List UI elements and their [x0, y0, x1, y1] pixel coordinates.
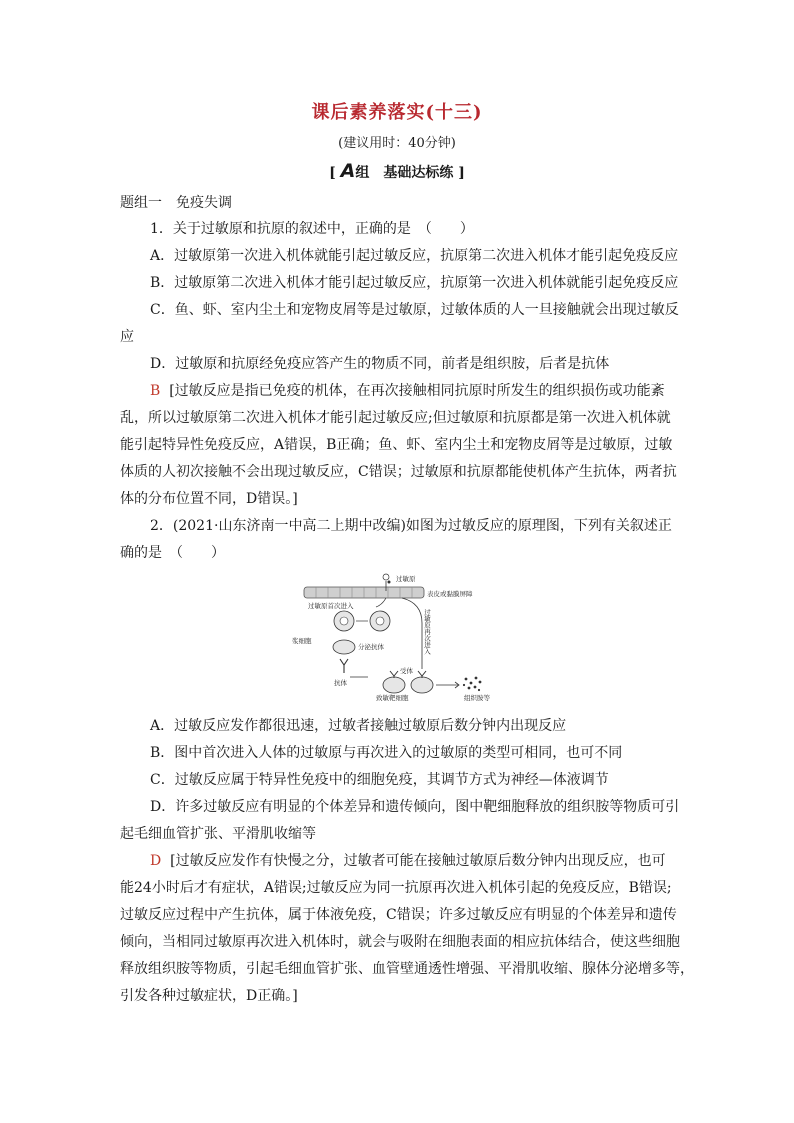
- q1-expl-4: 体的分布位置不同，D错误。]: [120, 491, 298, 507]
- label-antibody: 抗体: [334, 679, 347, 687]
- q1-stem: 1．关于过敏原和抗原的叙述中，正确的是 （ ）: [150, 221, 474, 237]
- label-second-entry: 过敏原再次进入: [423, 609, 431, 655]
- allergen-particle-icon: [383, 574, 389, 580]
- q1-option-b: B．过敏原第二次进入机体才能引起过敏反应，抗原第一次进入机体就能引起免疫反应: [150, 275, 679, 291]
- q1-option-a: A．过敏原第一次进入机体就能引起过敏反应，抗原第二次进入机体才能引起免疫反应: [150, 248, 679, 264]
- q1-expl-1: 乱，所以过敏原第二次进入机体才能引起过敏反应;但过敏原和抗原都是第一次进入机体就: [120, 410, 671, 426]
- time-suggestion: (建议用时：40分钟): [338, 136, 456, 151]
- second-entry-arrow: [402, 598, 422, 669]
- q2-answer: D: [150, 853, 162, 869]
- q1-explanation-line: [150, 381, 690, 401]
- q2-expl-0: [过敏反应发作有快慢之分，过敏者可能在接触过敏原后数分钟内出现反应，也可: [170, 853, 666, 869]
- label-barrier: 表皮或黏膜屏障: [427, 590, 473, 598]
- target-cell-2-icon: [411, 677, 433, 693]
- target-cell-icon: [383, 677, 405, 693]
- q2-stem-0: 2．(2021·山东济南一中高二上期中改编)如图为过敏反应的原理图，下列有关叙述正: [150, 518, 672, 534]
- bracket-right: ]: [458, 165, 465, 181]
- label-allergen: 过敏原: [396, 575, 416, 583]
- label-target-cell: 致敏靶细胞: [376, 694, 409, 702]
- q2-stem-1: 确的是 （ ）: [120, 545, 225, 561]
- q2-option-b: B．图中首次进入人体的过敏原与再次进入的过敏原的类型可相同，也可不同: [150, 745, 623, 761]
- q2-option-c: C．过敏反应属于特异性免疫中的细胞免疫，其调节方式为神经—体液调节: [150, 772, 609, 788]
- label-histamine: 组织胺等: [464, 694, 490, 702]
- q2-expl-3: 倾向，当相同过敏原再次进入机体时，就会与吸附在细胞表面的相应抗体结合，使这些细胞: [120, 934, 680, 950]
- b-cell-nucleus-icon: [340, 617, 348, 625]
- section-heading: 题组一 免疫失调: [120, 195, 232, 211]
- q1-expl-3: 体质的人初次接触不会出现过敏反应，C错误；过敏原和抗原都能使机体产生抗体，两者抗: [120, 464, 677, 480]
- plasma-cell-icon: [333, 640, 355, 654]
- antibody-icon: [340, 659, 348, 673]
- q2-option-d-cont: 起毛细血管扩张、平滑肌收缩等: [120, 826, 316, 842]
- t-cell-nucleus-icon: [376, 617, 384, 625]
- group-label: 组 基础达标练: [355, 165, 454, 181]
- q1-option-c-cont: 应: [120, 329, 134, 345]
- q2-explanation-line: [150, 851, 690, 871]
- q2-expl-2: 过敏反应过程中产生抗体，属于体液免疫，C错误；许多过敏反应有明显的个体差异和遗传: [120, 907, 677, 923]
- page-title: 课后素养落实(十三): [311, 102, 483, 123]
- q1-expl-0: [过敏反应是指已免疫的机体，在再次接触相同抗原时所发生的组织损伤或功能紊: [169, 383, 665, 399]
- first-entry-arrow: [376, 598, 386, 607]
- q1-answer: B: [150, 383, 161, 399]
- q2-expl-5: 引发各种过敏症状，D正确。]: [120, 988, 298, 1004]
- allergen-dot-icon: [388, 581, 391, 584]
- label-first-entry: 过敏原首次进入: [308, 602, 354, 610]
- q2-option-d: D．许多过敏反应有明显的个体差异和遗传倾向，图中靶细胞释放的组织胺等物质可引: [150, 799, 680, 815]
- label-plasma-cell: 浆细胞: [292, 637, 312, 645]
- q2-expl-1: 能24小时后才有症状，A错误;过敏反应为同一抗原再次进入机体引起的免疫反应，B错误;: [120, 880, 672, 896]
- group-banner: [0, 160, 794, 182]
- label-secrete-antibody: 分泌抗体: [358, 643, 384, 651]
- q2-expl-4: 释放组织胺等物质，引起毛细血管扩张、血管壁通透性增强、平滑肌收缩、腺体分泌增多等，: [120, 961, 694, 977]
- q1-option-d: D．过敏原和抗原经免疫应答产生的物质不同，前者是组织胺，后者是抗体: [150, 356, 610, 372]
- allergy-mechanism-diagram: [290, 573, 522, 703]
- histamine-particles-icon: [463, 677, 482, 692]
- group-letter: A: [340, 160, 356, 182]
- label-receptor: 受体: [400, 667, 413, 675]
- q1-option-c: C．鱼、虾、室内尘土和宠物皮屑等是过敏原，过敏体质的人一旦接触就会出现过敏反: [150, 302, 679, 318]
- q1-expl-2: 能引起特异性免疫反应，A错误，B正确；鱼、虾、室内尘土和宠物皮屑等是过敏原，过敏: [120, 437, 673, 453]
- bracket-left: [: [329, 165, 336, 181]
- q2-option-a: A．过敏反应发作都很迅速，过敏者接触过敏原后数分钟内出现反应: [150, 718, 567, 734]
